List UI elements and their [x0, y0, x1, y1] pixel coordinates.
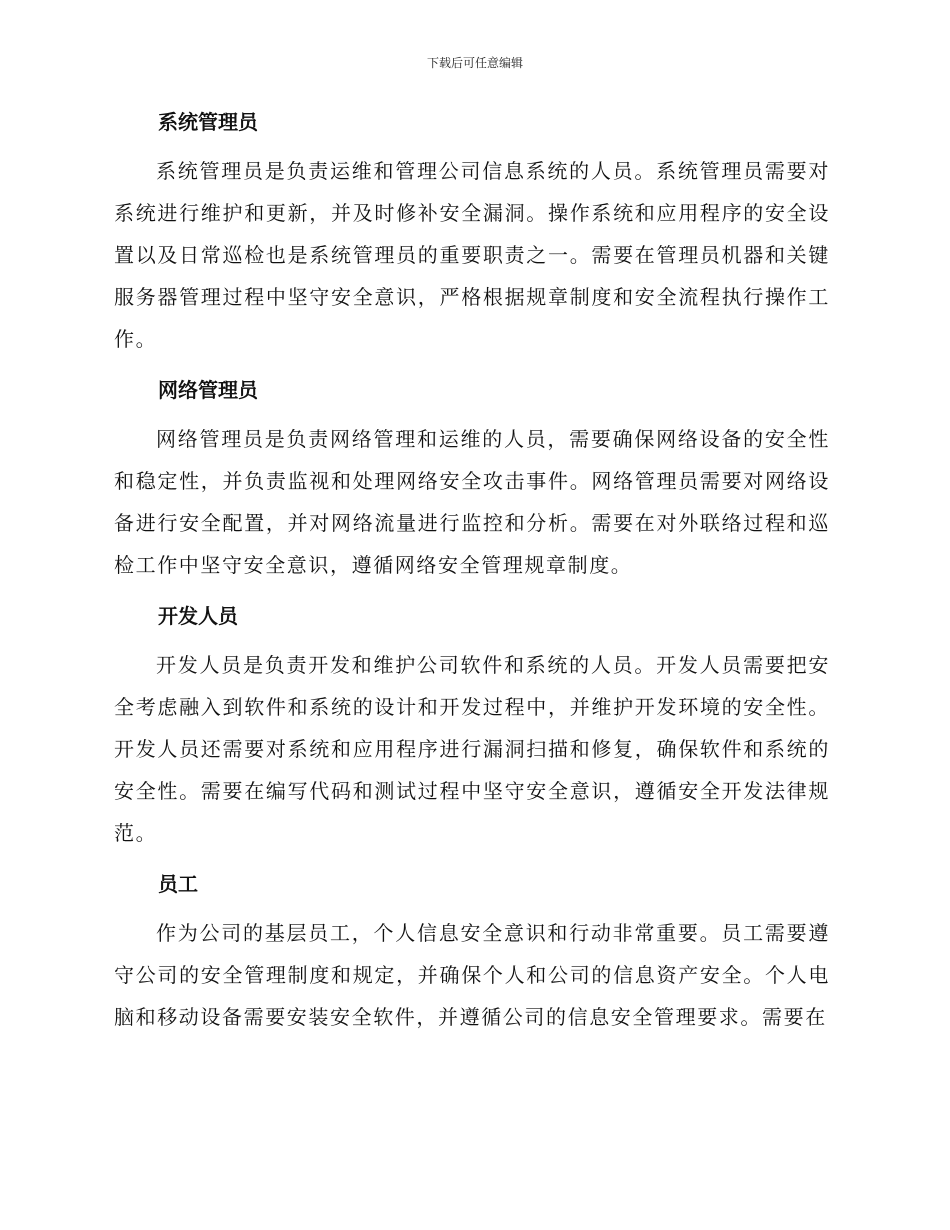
section-paragraph: 开发人员是负责开发和维护公司软件和系统的人员。开发人员需要把安全考虑融入到软件和系统的设计和开发过程中，并维护开发环境的安全性。开发人员还需要对系统和应用程序进行漏洞扫描和修复，确保软件和系统的安全性。需要在编写代码和测试过程中坚守安全意识，遵循安全开发法律规范。 [114, 653, 830, 845]
section-paragraph: 作为公司的基层员工，个人信息安全意识和行动非常重要。员工需要遵守公司的安全管理制度和规定，并确保个人和公司的信息资产安全。个人电脑和移动设备需要安装安全软件，并遵循公司的信息安全管理要求。需要在 [114, 921, 830, 1029]
section-employees [114, 870, 830, 1038]
section-paragraph: 系统管理员是负责运维和管理公司信息系统的人员。系统管理员需要对系统进行维护和更新，并及时修补安全漏洞。操作系统和应用程序的安全设置以及日常巡检也是系统管理员的重要职责之一。需要在管理员机器和关键服务器管理过程中坚守安全意识，严格根据规章制度和安全流程执行操作工作。 [114, 159, 830, 351]
section-heading: 系统管理员 [158, 110, 258, 134]
section-network-admin [114, 376, 830, 586]
section-heading: 员工 [158, 872, 198, 896]
section-paragraph: 网络管理员是负责网络管理和运维的人员，需要确保网络设备的安全性和稳定性，并负责监视和处理网络安全攻击事件。网络管理员需要对网络设备进行安全配置，并对网络流量进行监控和分析。需要在对外联络过程和巡检工作中坚守安全意识，遵循网络安全管理规章制度。 [114, 427, 830, 577]
section-heading: 开发人员 [158, 604, 238, 628]
page-header-note: 下载后可任意编辑 [426, 56, 523, 70]
document-body [114, 108, 830, 1054]
section-system-admin [114, 108, 830, 360]
section-heading: 网络管理员 [158, 378, 258, 402]
section-developers [114, 602, 830, 854]
